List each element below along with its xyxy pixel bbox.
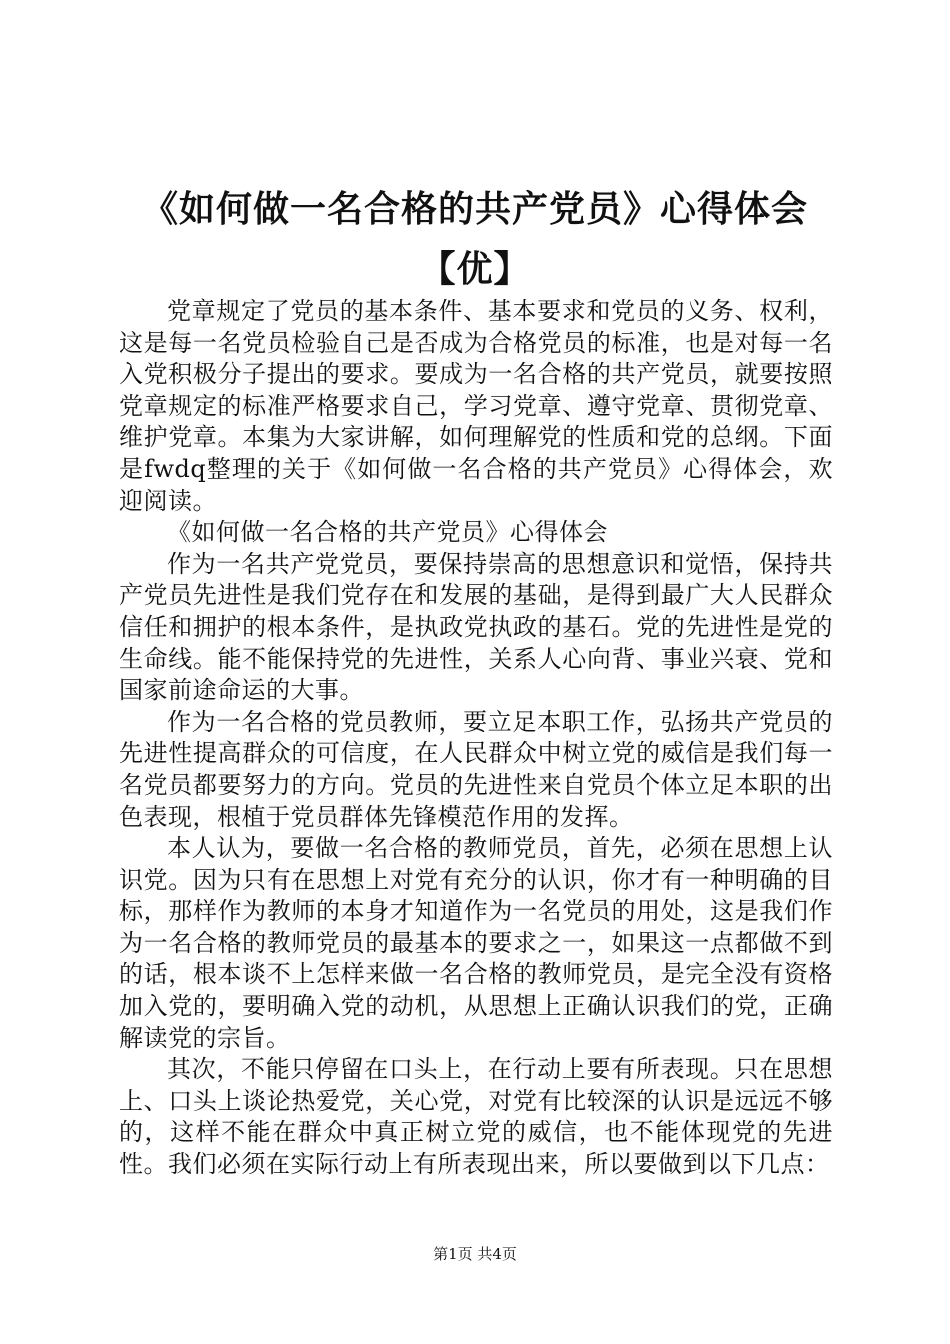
document-title: 《如何做一名合格的共产党员》心得体会 bbox=[141, 189, 808, 230]
document-body bbox=[119, 296, 833, 1181]
paragraph: 其次，不能只停留在口头上，在行动上要有所表现。只在思想上、口头上谈论热爱党，关心党，对党有比较深的认识是远远不够的，这样不能在群众中真正树立党的威信，也不能体现党的先进性。我们必须在实际行动上有所表现出来，所以要做到以下几点： bbox=[119, 1055, 833, 1179]
document-title-suffix: 【优】 bbox=[419, 249, 531, 290]
paragraph: 本人认为，要做一名合格的教师党员，首先，必须在思想上认识党。因为只有在思想上对党有充分的认识，你才有一种明确的目标，那样作为教师的本身才知道作为一名党员的用处，这是我们作为一名合格的教师党员的最基本的要求之一，如果这一点都做不到的话，根本谈不上怎样来做一名合格的教师党员，是完全没有资格加入党的，要明确入党的动机，从思想上正确认识我们的党，正确解读党的宗旨。 bbox=[119, 834, 833, 1052]
paragraph-intro: 党章规定了党员的基本条件、基本要求和党员的义务、权利，这是每一名党员检验自己是否成为合格党员的标准，也是对每一名入党积极分子提出的要求。要成为一名合格的共产党员，就要按照党章规定的标准严格要求自己，学习党章、遵守党章、贯彻党章、维护党章。本集为大家讲解，如何理解党的性质和党的总纲。下面是fwdq整理的关于《如何做一名合格的共产党员》心得体会，欢迎阅读。 bbox=[119, 297, 833, 515]
paragraph: 作为一名合格的党员教师，要立足本职工作，弘扬共产党员的先进性提高群众的可信度，在人民群众中树立党的威信是我们每一名党员都要努力的方向。党员的先进性来自党员个体立足本职的出色表现，根植于党员群体先锋模范作用的发挥。 bbox=[119, 707, 833, 831]
paragraph-subheading: 《如何做一名合格的共产党员》心得体会 bbox=[167, 518, 608, 547]
paragraph: 作为一名共产党党员，要保持崇高的思想意识和觉悟，保持共产党员先进性是我们党存在和发展的基础，是得到最广大人民群众信任和拥护的根本条件，是执政党执政的基石。党的先进性是党的生命线。能不能保持党的先进性，关系人心向背、事业兴衰、党和国家前途命运的大事。 bbox=[119, 549, 833, 705]
page-footer: 第1页 共4页 bbox=[433, 1245, 517, 1263]
